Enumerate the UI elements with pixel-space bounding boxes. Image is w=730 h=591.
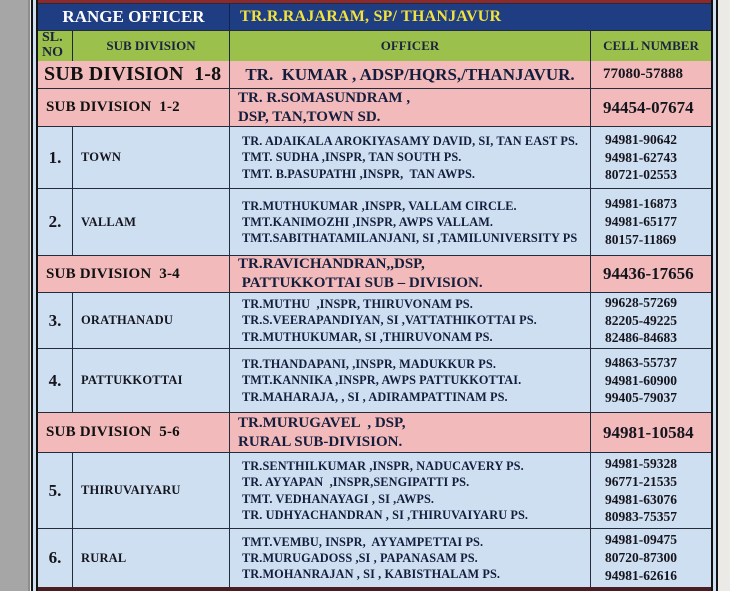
text-line: TR. UDHYACHANDRAN , SI ,THIRUVAIYARU PS. — [242, 507, 529, 522]
division-cell-number — [591, 61, 711, 88]
text-line: TR. ADAIKALA AROKIYASAMY DAVID, SI, TAN EAST PS. — [242, 134, 579, 149]
text-line: 94981-90642 — [605, 131, 677, 147]
division-label — [38, 61, 230, 88]
text-line: TR. AYYAPAN ,INSPR,SENGIPATTI PS. — [242, 475, 470, 490]
range-officer-title: RANGE OFFICER — [38, 4, 230, 30]
officer-list — [230, 349, 591, 412]
officer-list — [230, 529, 591, 587]
sub-division-name — [73, 127, 230, 188]
sub-division-name — [73, 189, 230, 255]
text-line: TR.SENTHILKUMAR ,INSPR, NADUCAVERY PS. — [242, 459, 524, 474]
text-line: RURAL — [81, 550, 127, 565]
text-line: TR.MUTHU ,INSPR, THIRUVONAM PS. — [242, 297, 473, 312]
text-line: 6. — [48, 548, 62, 567]
text-line: 80720-87300 — [605, 550, 677, 566]
division-officer — [230, 61, 591, 88]
cell-number-list — [591, 293, 711, 348]
contact-table — [31, 0, 718, 591]
text-line: 94436-17656 — [603, 264, 694, 283]
division-cell-number — [591, 89, 711, 126]
division-label — [38, 413, 230, 452]
left-margin-strip — [0, 0, 30, 591]
text-line: TMT.SABITHATAMILANJANI, SI ,TAMILUNIVERSITY PS — [242, 231, 578, 246]
sub-division-name — [73, 453, 230, 528]
text-line: 94981-62743 — [605, 149, 677, 165]
text-line: TMT.KANNIKA ,INSPR, AWPS PATTUKKOTTAI. — [242, 373, 522, 388]
division-officer — [230, 89, 591, 126]
text-line: TMT. VEDHANAYAGI , SI ,AWPS. — [242, 491, 435, 506]
text-line: 94981-63076 — [605, 491, 677, 507]
cell-number-list — [591, 127, 711, 188]
text-line: 94863-55737 — [605, 354, 677, 370]
serial-number — [38, 189, 73, 255]
text-line: TR.MURUGADOSS ,SI , PAPANASAM PS. — [242, 550, 478, 565]
text-line: SUB DIVISION 1-2 — [46, 99, 180, 115]
text-line: TMT.KANIMOZHI ,INSPR, AWPS VALLAM. — [242, 214, 494, 229]
text-line: TR.S.VEERAPANDIYAN, SI ,VATTATHIKOTTAI PS. — [242, 313, 537, 328]
text-line: ORATHANADU — [81, 313, 174, 327]
text-line: TR.MAHARAJA, , SI , ADIRAMPATTINAM PS. — [242, 389, 508, 404]
division-officer — [230, 256, 591, 292]
cell-number-list — [591, 349, 711, 412]
text-line: DSP, TAN,TOWN SD. — [238, 108, 381, 125]
station-row — [38, 348, 711, 412]
station-row — [38, 292, 711, 348]
text-line: 94981-59328 — [605, 455, 677, 471]
text-line: SUB DIVISION 3-4 — [46, 265, 180, 282]
text-line: TR.MUTHUKUMAR ,INSPR, VALLAM CIRCLE. — [242, 198, 517, 213]
station-row — [38, 126, 711, 188]
text-line: RURAL SUB-DIVISION. — [238, 433, 403, 450]
text-line: 82486-84683 — [605, 330, 677, 346]
division-row — [38, 61, 711, 88]
text-line: 94981-10584 — [603, 422, 694, 442]
text-line: THIRUVAIYARU — [81, 483, 181, 497]
officer-list — [230, 453, 591, 528]
text-line: TR.MOHANRAJAN , SI , KABISTHALAM PS. — [242, 567, 501, 582]
sp-name-title: TR.R.RAJARAM, SP/ THANJAVUR — [240, 8, 502, 25]
text-line: 80157-11869 — [605, 231, 677, 247]
text-line: 4. — [48, 370, 62, 390]
serial-number — [38, 293, 73, 348]
station-row — [38, 528, 711, 587]
title-row — [38, 3, 711, 30]
text-line: SUB DIVISION 5-6 — [46, 424, 180, 440]
text-line: 99405-79037 — [605, 390, 677, 406]
text-line: 82205-49225 — [605, 312, 677, 328]
division-officer — [230, 413, 591, 452]
text-line: 80721-02553 — [605, 167, 677, 183]
text-line: TOWN — [81, 150, 122, 164]
text-line: TMT. B.PASUPATHI ,INSPR, TAN AWPS. — [242, 166, 476, 181]
sub-division-name — [73, 529, 230, 587]
text-line: 3. — [48, 310, 62, 330]
division-row — [38, 255, 711, 292]
text-line: 94981-65177 — [605, 214, 677, 230]
division-row — [38, 412, 711, 452]
text-line: PATTUKKOTTAI SUB – DIVISION. — [238, 275, 483, 291]
text-line: TR.THANDAPANI, ,INSPR, MADUKKUR PS. — [242, 357, 496, 372]
text-line: TR.RAVICHANDRAN,,DSP, — [238, 256, 425, 273]
division-row — [38, 88, 711, 126]
division-label — [38, 256, 230, 292]
column-header-row — [38, 30, 711, 61]
text-line: 1. — [48, 147, 62, 167]
division-cell-number — [591, 413, 711, 452]
text-line: 96771-21535 — [605, 473, 677, 489]
serial-number — [38, 529, 73, 587]
text-line: 77080-57888 — [603, 66, 683, 82]
cell-number-list — [591, 529, 711, 587]
cell-number-list — [591, 189, 711, 255]
serial-number — [38, 349, 73, 412]
text-line: TMT. SUDHA ,INSPR, TAN SOUTH PS. — [242, 150, 462, 165]
text-line: TMT.VEMBU, INSPR, AYYAMPETTAI PS. — [242, 534, 484, 549]
column-header-cell-number: CELL NUMBER — [603, 38, 699, 53]
cell-number-list — [591, 453, 711, 528]
officer-list — [230, 127, 591, 188]
column-header-officer: OFFICER — [230, 31, 591, 61]
text-line: 94981-16873 — [605, 196, 677, 212]
text-line: TR.MUTHUKUMAR, SI ,THIRUVONAM PS. — [242, 329, 493, 344]
text-line: 5. — [48, 480, 62, 500]
text-line: VALLAM — [81, 214, 137, 229]
text-line: 94981-60900 — [605, 372, 677, 388]
column-header-sub-division: SUB DIVISION — [73, 31, 230, 61]
text-line: TR.MURUGAVEL , DSP, — [238, 414, 406, 431]
column-header-sl-no: SL. NO — [38, 31, 73, 61]
division-label — [38, 89, 230, 126]
sub-division-name — [73, 349, 230, 412]
text-line: 94454-07674 — [603, 97, 694, 117]
text-line: PATTUKKOTTAI — [81, 373, 183, 387]
sub-division-name — [73, 293, 230, 348]
text-line: 94981-62616 — [605, 567, 677, 583]
text-line: SUB DIVISION 1-8 — [44, 63, 222, 85]
text-line: 94981-09475 — [605, 532, 677, 548]
officer-list — [230, 293, 591, 348]
text-line: TR. KUMAR , ADSP/HQRS,/THANJAVUR. — [245, 64, 575, 84]
serial-number — [38, 127, 73, 188]
bottom-border-strip — [38, 587, 711, 591]
text-line: 2. — [48, 212, 62, 231]
serial-number — [38, 453, 73, 528]
station-row — [38, 452, 711, 528]
text-line: 80983-75357 — [605, 509, 677, 525]
officer-list — [230, 189, 591, 255]
station-row — [38, 188, 711, 255]
text-line: TR. R.SOMASUNDRAM , — [238, 89, 411, 106]
text-line: 99628-57269 — [605, 294, 677, 310]
division-cell-number — [591, 256, 711, 292]
